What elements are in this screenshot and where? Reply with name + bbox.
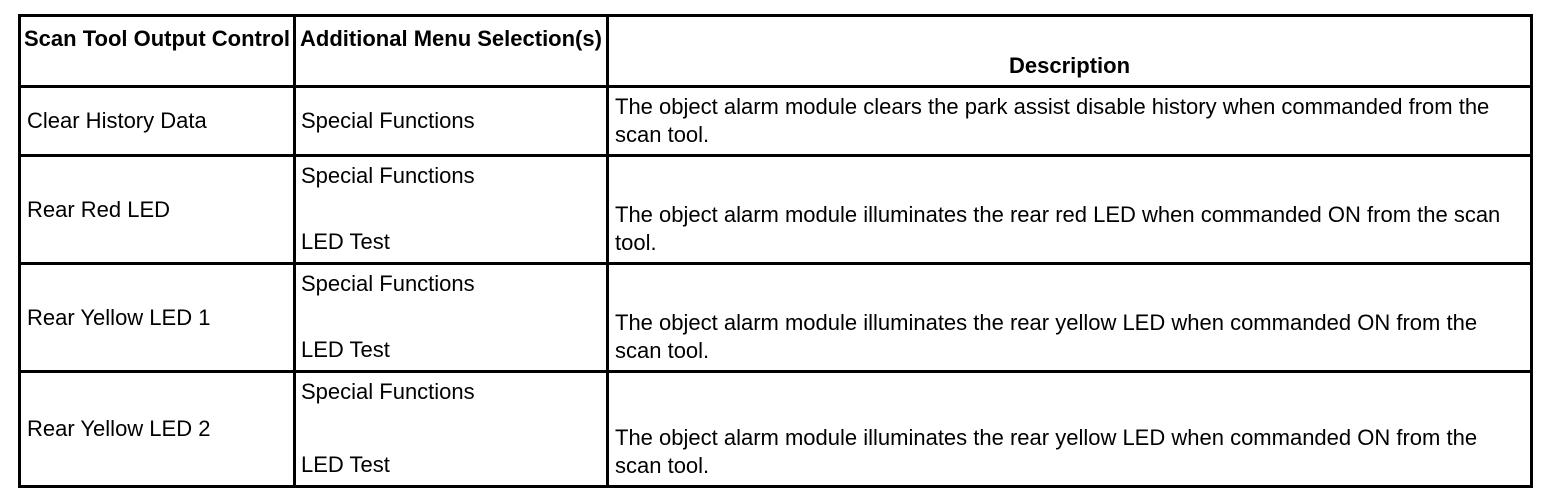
row-3-menu-item-1: Special Functions [301,271,475,296]
row-2-description: The object alarm module illuminates the rear red LED when commanded ON from the scan tool. [609,157,1530,265]
row-3-description: The object alarm module illuminates the rear yellow LED when commanded ON from the scan tool. [609,265,1530,373]
header-additional-menu-selections: Additional Menu Selection(s) [296,17,609,88]
row-2-menu [296,157,609,265]
row-1-description: The object alarm module clears the park assist disable history when commanded from the scan tool. [609,88,1530,157]
row-4-menu-item-1: Special Functions [301,379,475,404]
row-4-menu [296,373,609,485]
header-description: Description [609,17,1530,88]
row-1-menu-item-1: Special Functions [301,107,475,133]
row-2-control: Rear Red LED [21,157,296,265]
row-3-control: Rear Yellow LED 1 [21,265,296,373]
header-scan-tool-output-control: Scan Tool Output Control [21,17,296,88]
row-3-menu [296,265,609,373]
row-4-control: Rear Yellow LED 2 [21,373,296,485]
row-1-control: Clear History Data [21,88,296,157]
row-2-menu-item-2: LED Test [301,229,390,254]
row-1-menu [296,88,609,157]
row-3-menu-item-2: LED Test [301,337,390,362]
row-4-description: The object alarm module illuminates the rear yellow LED when commanded ON from the scan tool. [615,425,1478,478]
output-control-table [18,14,1533,488]
row-2-menu-item-1: Special Functions [301,163,475,188]
row-4-menu-item-2: LED Test [301,452,390,477]
